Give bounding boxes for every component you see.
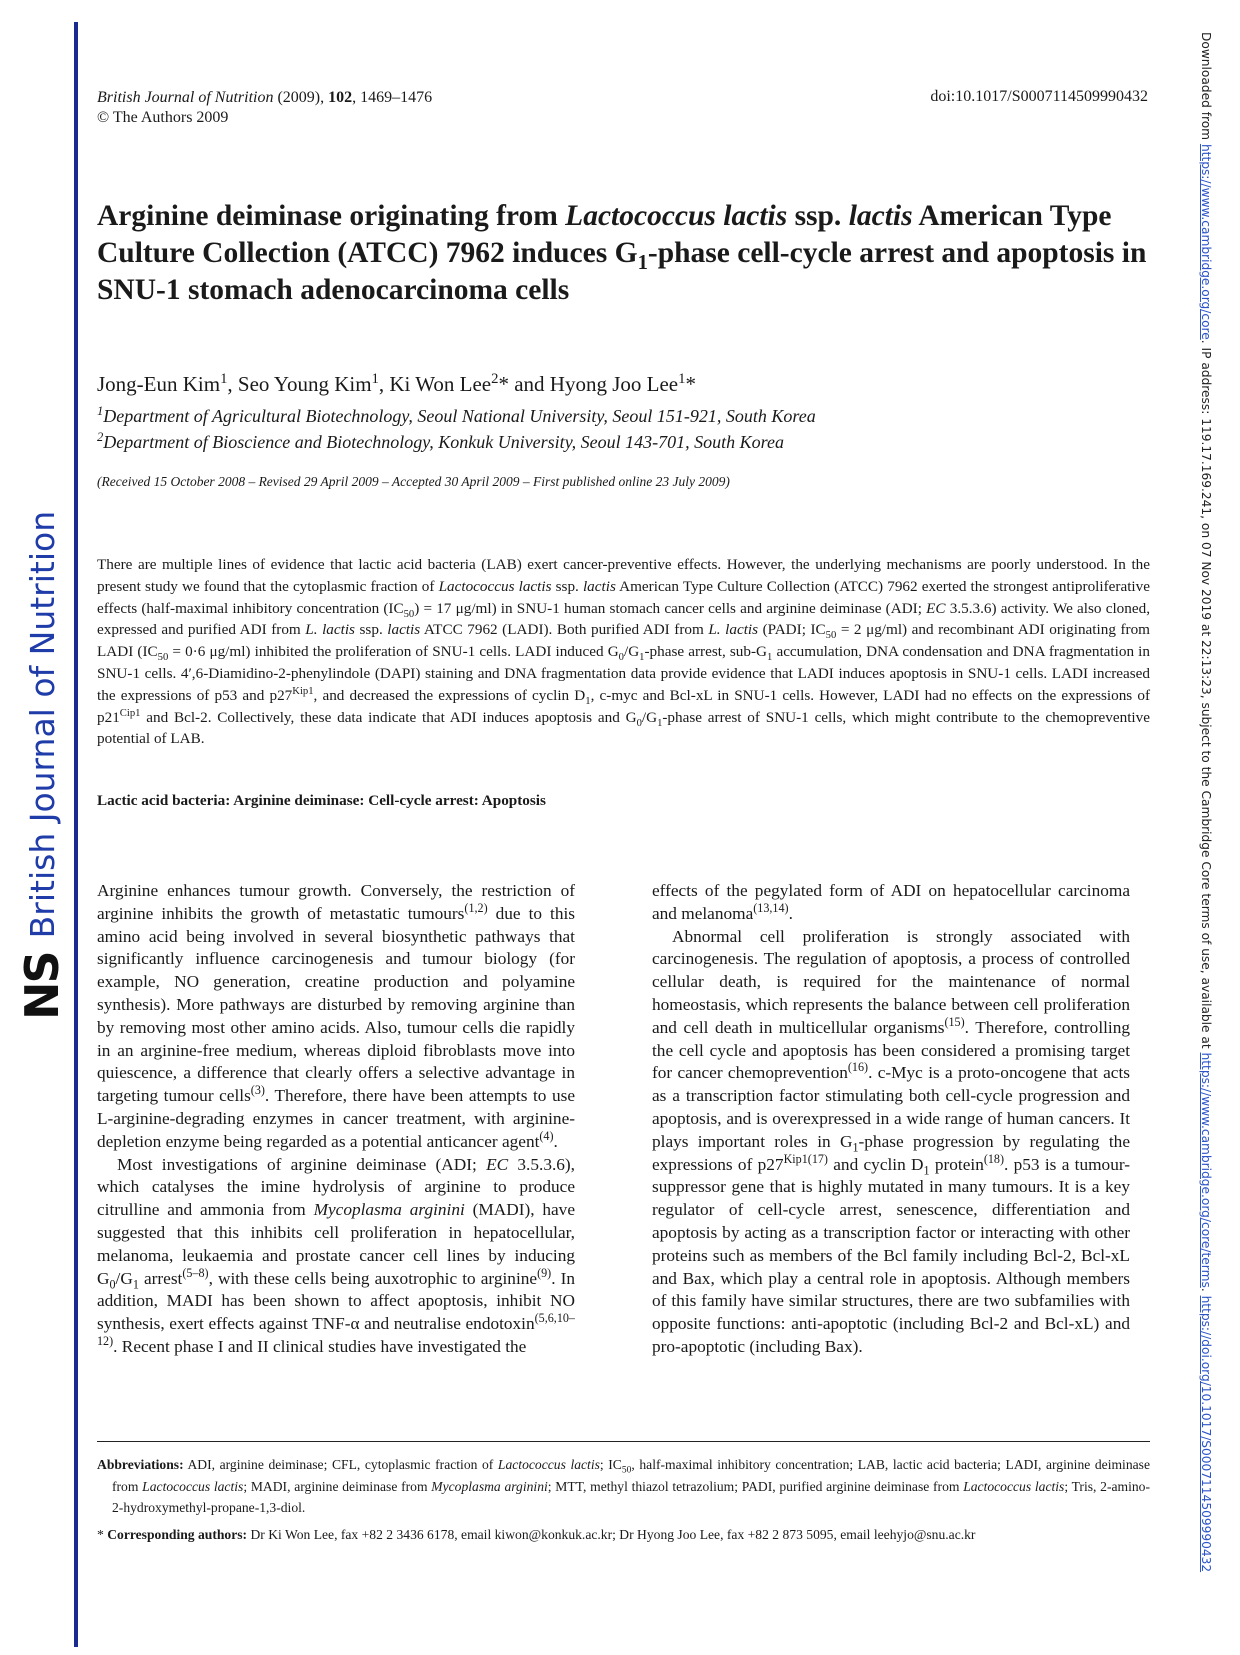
- title-part: -phase cell-cycle arrest and apoptosis in SNU-1 stomach adenocarcinoma cells: [97, 237, 1147, 306]
- body-paragraph: [652, 926, 1130, 1359]
- body-text: , with these cells being auxotrophic to arginine: [208, 1268, 538, 1288]
- body-text: 3.5.3.6), which catalyses the imine hydrolysis of arginine to produce citrulline and ammonia from: [97, 1154, 576, 1220]
- citation-ref: (18): [983, 1151, 1005, 1166]
- affiliation-text: Department of Bioscience and Biotechnology, Konkuk University, Seoul 143-701, South Korea: [103, 432, 785, 452]
- abstract-italic: lactis: [387, 621, 421, 639]
- abstract-superscript: Kip1: [292, 685, 314, 697]
- citation-ref: (15): [944, 1015, 965, 1030]
- author-affil-mark: 1: [371, 371, 379, 387]
- abstract-subscript: 1: [657, 717, 663, 729]
- abstract-text: ssp.: [551, 577, 583, 595]
- citation-ref: (5,6,10–12): [97, 1311, 575, 1349]
- abstract-subscript: 0: [618, 652, 624, 664]
- body-text: due to this amino acid being involved in several biosynthetic pathways that significantly influence carcinogenesis and tumour biology (for example, NO generation, creatine production and polyamine synthesis). More pathways are disturbed by removing arginine than by removing most other amino acids. Also, tumour cells die rapidly in an arginine-free medium, whereas diploid fibroblasts move into quiescence, a difference that clearly offers a selective advantage in targeting tumour cells: [97, 903, 576, 1106]
- abstract-text: , c-myc and Bcl-xL in SNU-1 cells. However, LADI had no effects on the expressions of p21: [97, 686, 1151, 726]
- abstract-text: (PADI; IC: [758, 621, 826, 639]
- abstract-italic: EC: [926, 599, 946, 617]
- abstract-text: ) = 17 μg/ml) in SNU-1 human stomach cancer cells and arginine deiminase (ADI;: [414, 599, 927, 617]
- body-italic: EC: [486, 1154, 509, 1174]
- side-journal-name: British Journal of Nutrition: [22, 510, 62, 939]
- footnote-text: ; MTT, methyl thiazol tetrazolium; PADI, purified arginine deiminase from: [547, 1478, 964, 1494]
- ns-logo: NS: [15, 952, 69, 1020]
- citation-ref: (3): [250, 1083, 265, 1098]
- body-subscript: 1: [132, 1277, 139, 1291]
- abstract-subscript: 50: [157, 652, 169, 664]
- affiliation-2: [97, 432, 784, 453]
- citation-ref: (4): [539, 1129, 554, 1143]
- abstract-text: /G: [641, 708, 658, 726]
- title-part: American Type Culture Collection (ATCC) 7962 induces G: [97, 200, 1112, 269]
- journal-year: (2009),: [277, 89, 325, 106]
- affiliation-text: Department of Agricultural Biotechnology, Seoul National University, Seoul 151-921, South Korea: [103, 406, 816, 426]
- terms-link[interactable]: https://www.cambridge.org/core/terms: [1199, 1052, 1213, 1288]
- abstract-text: /G: [623, 643, 640, 661]
- body-text: . p53 is a tumour-suppressor gene that is highly mutated in many tumours. It is a key regulator of cell-cycle arrest, senescence, differentiation and apoptosis by acting as a transcription factor or interacting with other proteins such as members of the Bcl family including Bcl-2, Bcl-xL and Bax, which play a central role in apoptosis. Although members of this family have similar structures, there are two subfamilies with opposite functions: anti-apoptotic (including Bcl-2 and Bcl-xL) and pro-apoptotic (including Bax).: [652, 1154, 1130, 1356]
- abstract-text: -phase arrest, sub-G: [644, 643, 768, 661]
- body-text: Abnormal cell proliferation is strongly associated with carcinogenesis. The regulation of apoptosis, a process of controlled cellular death, is required for the maintenance of normal homeostasis, which represents the balance between cell proliferation and cell death in multicellular organisms: [652, 926, 1130, 1037]
- abstract-text: ATCC 7962 (LADI). Both purified ADI from: [420, 621, 709, 639]
- author-affil-mark: 1: [678, 371, 686, 387]
- title-subscript: 1: [637, 251, 648, 274]
- body-text: . Therefore, there have been attempts to use L-arginine-degrading enzymes in cancer treatment, with arginine-depletion enzyme being regarded as a potential anticancer agent: [97, 1086, 575, 1151]
- corresponding-label: Corresponding authors:: [107, 1527, 248, 1542]
- footnote-text: ; Tris, 2-amino-2-hydroxymethyl-propane-1,3-diol.: [112, 1478, 1150, 1515]
- footnote-subscript: 50: [621, 1465, 632, 1476]
- citation-ref: (13,14): [753, 901, 789, 916]
- body-text: effects of the pegylated form of ADI on hepatocellular carcinoma and melanoma: [652, 881, 1130, 923]
- citation-ref: (16): [847, 1060, 869, 1075]
- doi-link[interactable]: https://doi.org/10.1017/S0007114509990432: [1199, 1295, 1213, 1573]
- body-text: Most investigations of arginine deiminase (ADI;: [117, 1154, 487, 1174]
- journal-pages: , 1469–1476: [352, 89, 433, 106]
- body-subscript: 0: [109, 1277, 116, 1291]
- journal-volume: 102: [328, 89, 353, 106]
- author-star: *: [685, 372, 696, 396]
- body-column-left: [97, 880, 575, 1359]
- body-text: /G: [115, 1268, 133, 1288]
- title-part: Arginine deiminase originating from: [97, 200, 566, 232]
- affiliation-1: [97, 406, 816, 427]
- title-species: lactis: [848, 200, 913, 232]
- abstract-superscript: Cip1: [119, 707, 141, 719]
- abstract-subscript: 1: [639, 652, 645, 664]
- body-subscript: 1: [923, 1163, 930, 1178]
- author: Jong-Eun Kim: [97, 372, 221, 396]
- abstract-text: accumulation, DNA condensation and DNA fragmentation in SNU-1 cells. 4′,6-Diamidino-2-phenylindole (DAPI) staining and DNA fragmentation data provide evidence that LADI induces apoptosis in SNU-1 cells. LADI increased the expressions of p53 and p27: [97, 643, 1150, 704]
- download-notice: [1193, 32, 1213, 1573]
- corresponding-text: Dr Ki Won Lee, fax +82 2 3436 6178, email kiwon@konkuk.ac.kr; Dr Hyong Joo Lee, fax +82 2 873 5095, email leehyjo@snu.ac.kr: [247, 1527, 976, 1542]
- body-paragraph: [97, 1154, 575, 1359]
- abstract-subscript: 1: [767, 652, 773, 664]
- title-part: ssp.: [787, 200, 849, 232]
- abstract-text: and Bcl-2. Collectively, these data indicate that ADI induces apoptosis and G: [140, 708, 637, 726]
- journal-citation: [97, 88, 432, 128]
- body-paragraph: [652, 880, 1130, 926]
- abstract-text: , and decreased the expressions of cyclin D: [313, 686, 586, 704]
- footnote-italic: Mycoplasma arginini: [431, 1478, 548, 1494]
- download-middle: . IP address: 119.17.169.241, on 07 Nov 2019 at 22:13:23, subject to the Cambridge Core terms of use, available at: [1199, 339, 1213, 1053]
- body-text: . In addition, MADI has been shown to affect apoptosis, inhibit NO synthesis, exert effects against TNF-α and neutralise endotoxin: [97, 1268, 575, 1334]
- abstract: [97, 554, 1150, 750]
- abstract-italic: L. lactis: [305, 621, 355, 639]
- author: * and Hyong Joo Lee: [498, 372, 679, 396]
- affiliation-mark: 2: [97, 430, 104, 444]
- body-italic: Mycoplasma arginini: [313, 1200, 465, 1220]
- citation-ref: (9): [537, 1265, 552, 1280]
- body-text: .: [553, 1131, 558, 1151]
- footnote-italic: Lactococcus lactis: [497, 1457, 600, 1472]
- abstract-text: 3.5.3.6) activity. We also cloned, expressed and purified ADI from: [97, 599, 1150, 639]
- body-text: Arginine enhances tumour growth. Conversely, the restriction of arginine inhibits the growth of metastatic tumours: [97, 881, 575, 923]
- body-text: and cyclin D: [827, 1154, 924, 1174]
- author: , Seo Young Kim: [227, 372, 372, 396]
- article-title: [97, 198, 1157, 309]
- body-text: .: [788, 903, 793, 923]
- abstract-text: = 0·6 μg/ml) inhibited the proliferation of SNU-1 cells. LADI induced G: [168, 643, 619, 661]
- body-text: . c-Myc is a proto-oncogene that acts as a transcription factor stimulating both cell-cycle progression and apoptosis, and is overexpressed in a wide range of human cancers. It plays important roles in G: [652, 1063, 1130, 1151]
- abstract-text: American Type Culture Collection (ATCC) 7962 exerted the strongest antiproliferative effects (half-maximal inhibitory concentration (IC: [97, 577, 1150, 617]
- abstract-text: There are multiple lines of evidence that lactic acid bacteria (LAB) exert cancer-preventive effects. However, the underlying mechanisms are poorly understood. In the present study we found that the cytoplasmic fraction of: [97, 556, 1150, 595]
- body-text: . Therefore, controlling the cell cycle and apoptosis has been considered a promising target for cancer chemoprevention: [652, 1017, 1130, 1083]
- abstract-italic: L. lactis: [708, 621, 759, 639]
- author-affil-mark: 2: [491, 371, 499, 387]
- download-prefix: Downloaded from: [1199, 32, 1213, 144]
- body-text: protein: [929, 1154, 984, 1174]
- abstract-subscript: 50: [403, 608, 415, 620]
- footnote-italic: Lactococcus lactis: [142, 1478, 244, 1494]
- body-superscript: Kip1(17): [783, 1151, 828, 1166]
- author: , Ki Won Lee: [378, 372, 492, 396]
- body-text: (MADI), have suggested that this inhibits cell proliferation in hepatocellular, melanoma, leukaemia and prostate cancer cell lines by inducing G: [97, 1200, 575, 1288]
- journal-name: British Journal of Nutrition: [97, 89, 274, 106]
- footnote-star: *: [97, 1527, 108, 1542]
- side-journal-banner: [12, 510, 72, 1020]
- body-text: . Recent phase I and II clinical studies have investigated the: [113, 1336, 527, 1356]
- abstract-subscript: 1: [585, 695, 591, 707]
- corresponding-authors-footnote: [97, 1525, 1150, 1545]
- body-column-right: [652, 880, 1130, 1359]
- abstract-italic: lactis: [582, 577, 616, 595]
- body-paragraph: [97, 880, 575, 1154]
- footnote-italic: Lactococcus lactis: [963, 1478, 1065, 1494]
- abstract-italic: Lactococcus lactis: [438, 577, 552, 595]
- footnote-text: ; IC: [599, 1457, 622, 1472]
- cambridge-core-link[interactable]: https://www.cambridge.org/core: [1199, 143, 1213, 340]
- body-text: arrest: [138, 1268, 183, 1288]
- footnote-text: ADI, arginine deiminase; CFL, cytoplasmic fraction of: [183, 1457, 498, 1472]
- title-genus: Lactococcus lactis: [565, 200, 788, 232]
- abstract-subscript: 50: [825, 630, 837, 642]
- download-sep: .: [1199, 1287, 1213, 1296]
- affiliation-mark: 1: [97, 404, 104, 418]
- received-dates: (Received 15 October 2008 – Revised 29 April 2009 – Accepted 30 April 2009 – First published online 23 July 2009): [97, 474, 730, 489]
- body-subscript: 1: [852, 1140, 859, 1155]
- abstract-text: = 2 μg/ml) and recombinant ADI originating from LADI (IC: [97, 621, 1150, 661]
- citation-ref: (5–8): [182, 1265, 209, 1280]
- abstract-subscript: 0: [636, 717, 642, 729]
- copyright-line: © The Authors 2009: [97, 109, 229, 126]
- body-text: -phase progression by regulating the expressions of p27: [652, 1131, 1130, 1174]
- abstract-text: -phase arrest of SNU-1 cells, which might contribute to the chemopreventive potential of LAB.: [97, 708, 1150, 748]
- footnote-rule: [97, 1441, 1150, 1442]
- author-list: [97, 372, 696, 397]
- abstract-text: ssp.: [354, 621, 388, 639]
- footnote-text: ; MADI, arginine deiminase from: [243, 1478, 432, 1494]
- citation-ref: (1,2): [464, 901, 488, 916]
- author-affil-mark: 1: [220, 371, 228, 387]
- abbreviations-footnote: [97, 1454, 1150, 1519]
- footnote-text: , half-maximal inhibitory concentration; LAB, lactic acid bacteria; LADI, arginine deiminase from: [112, 1457, 1150, 1494]
- doi-header: doi:10.1017/S0007114509990432: [930, 88, 1148, 105]
- left-margin-rule: [74, 22, 78, 1647]
- keywords: Lactic acid bacteria: Arginine deiminase: Cell-cycle arrest: Apoptosis: [97, 792, 546, 809]
- abbreviations-label: Abbreviations:: [97, 1457, 184, 1472]
